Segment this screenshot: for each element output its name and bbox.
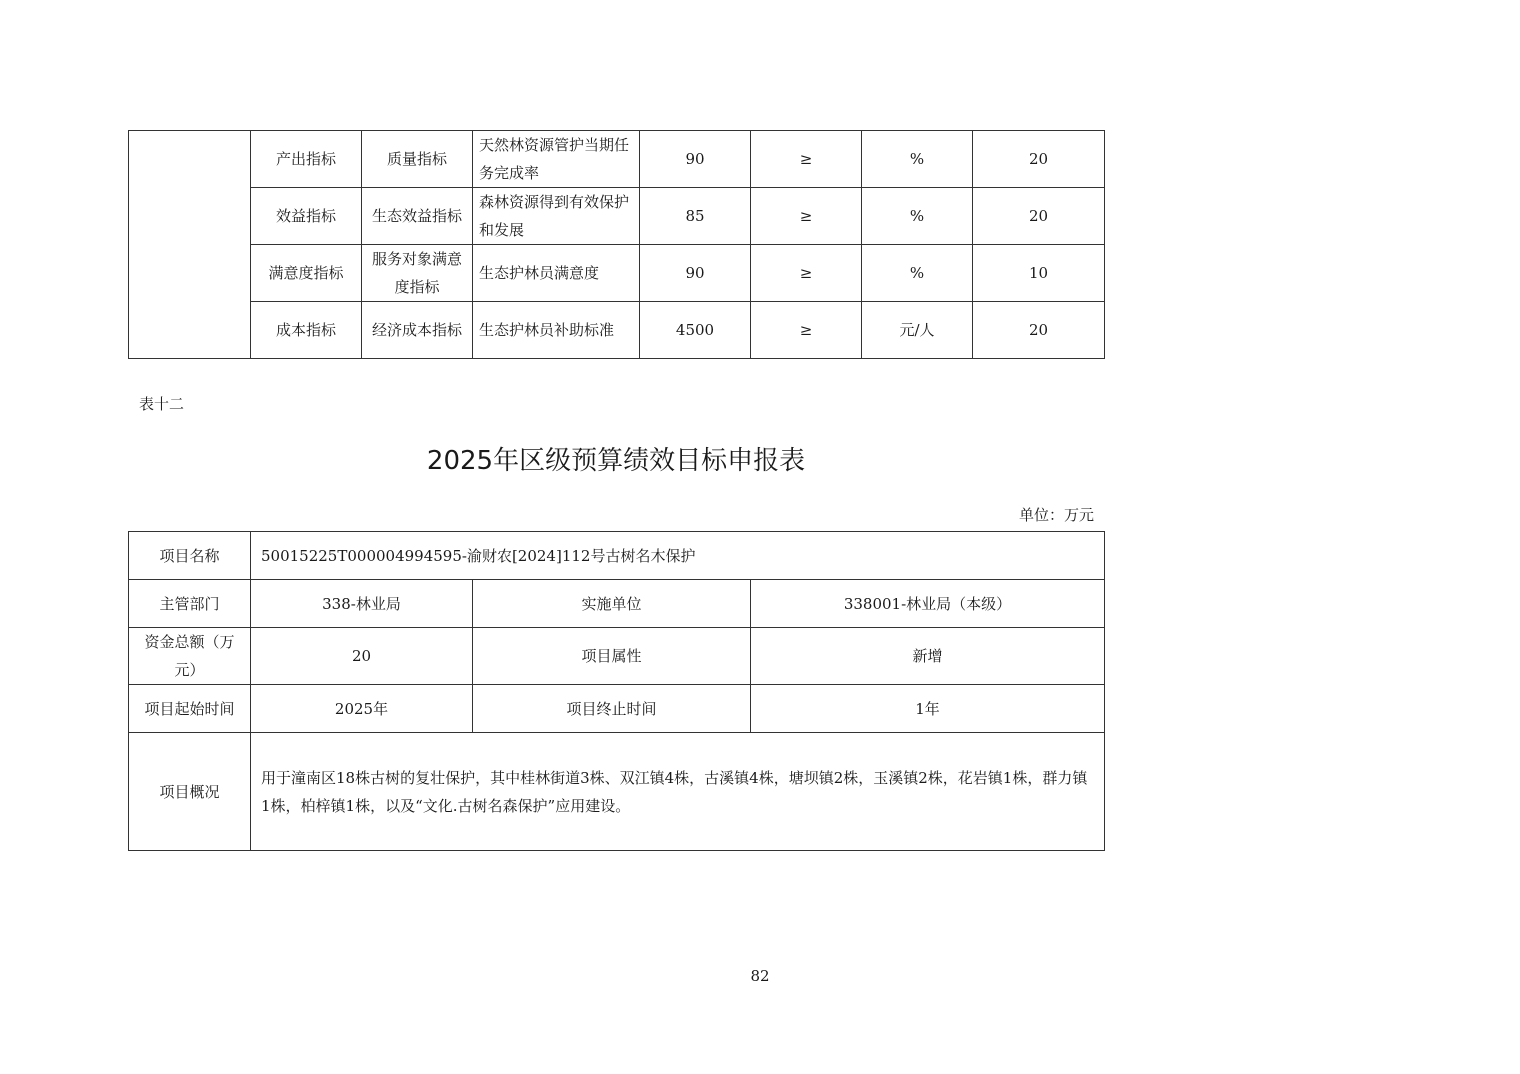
indicator-unit: % xyxy=(862,245,973,302)
table-label: 表十二 xyxy=(139,395,185,413)
project-attribute-label: 项目属性 xyxy=(473,628,751,685)
table-row xyxy=(129,188,1105,245)
indicator-name: 森林资源得到有效保护和发展 xyxy=(473,188,640,245)
blank-cell xyxy=(129,131,251,359)
indicator-value: 4500 xyxy=(640,302,751,359)
table-row xyxy=(129,245,1105,302)
indicator-weight: 20 xyxy=(973,188,1105,245)
level2-indicator: 生态效益指标 xyxy=(362,188,473,245)
implementing-unit-label: 实施单位 xyxy=(473,580,751,628)
total-funds-label: 资金总额（万元） xyxy=(129,628,251,685)
indicator-name: 天然林资源管护当期任务完成率 xyxy=(473,131,640,188)
indicator-weight: 20 xyxy=(973,302,1105,359)
indicator-value: 90 xyxy=(640,131,751,188)
implementing-unit-value: 338001-林业局（本级） xyxy=(751,580,1105,628)
project-name-label: 项目名称 xyxy=(129,532,251,580)
table-row xyxy=(129,302,1105,359)
level2-indicator: 质量指标 xyxy=(362,131,473,188)
performance-indicator-table xyxy=(128,130,1105,359)
indicator-unit: % xyxy=(862,131,973,188)
indicator-value: 85 xyxy=(640,188,751,245)
indicator-operator: ≥ xyxy=(751,245,862,302)
start-time-value: 2025年 xyxy=(251,685,473,733)
level1-indicator: 成本指标 xyxy=(251,302,362,359)
indicator-weight: 20 xyxy=(973,131,1105,188)
level1-indicator: 产出指标 xyxy=(251,131,362,188)
unit-label: 单位：万元 xyxy=(1018,506,1094,524)
table-row xyxy=(129,628,1105,685)
overview-value: 用于潼南区18株古树的复壮保护，其中桂林街道3株、双江镇4株，古溪镇4株，塘坝镇2株，玉溪镇2株，花岩镇1株，群力镇1株，柏梓镇1株，以及“文化.古树名森保护”应用建设。 xyxy=(251,733,1105,851)
table-row xyxy=(129,733,1105,851)
level2-indicator: 经济成本指标 xyxy=(362,302,473,359)
department-label: 主管部门 xyxy=(129,580,251,628)
indicator-name: 生态护林员满意度 xyxy=(473,245,640,302)
indicator-unit: 元/人 xyxy=(862,302,973,359)
indicator-unit: % xyxy=(862,188,973,245)
project-name-value: 50015225T000004994595-渝财农[2024]112号古树名木保护 xyxy=(251,532,1105,580)
indicator-operator: ≥ xyxy=(751,302,862,359)
end-time-value: 1年 xyxy=(751,685,1105,733)
table-row xyxy=(129,580,1105,628)
project-attribute-value: 新增 xyxy=(751,628,1105,685)
start-time-label: 项目起始时间 xyxy=(129,685,251,733)
level2-indicator: 服务对象满意度指标 xyxy=(362,245,473,302)
page-number: 82 xyxy=(750,967,770,985)
indicator-value: 90 xyxy=(640,245,751,302)
level1-indicator: 效益指标 xyxy=(251,188,362,245)
indicator-name: 生态护林员补助标准 xyxy=(473,302,640,359)
end-time-label: 项目终止时间 xyxy=(473,685,751,733)
table-row xyxy=(129,131,1105,188)
level1-indicator: 满意度指标 xyxy=(251,245,362,302)
table-row xyxy=(129,532,1105,580)
total-funds-value: 20 xyxy=(251,628,473,685)
overview-label: 项目概况 xyxy=(129,733,251,851)
page-title: 2025年区级预算绩效目标申报表 xyxy=(426,446,806,476)
indicator-weight: 10 xyxy=(973,245,1105,302)
project-info-table xyxy=(128,531,1105,851)
indicator-operator: ≥ xyxy=(751,131,862,188)
table-row xyxy=(129,685,1105,733)
department-value: 338-林业局 xyxy=(251,580,473,628)
indicator-operator: ≥ xyxy=(751,188,862,245)
